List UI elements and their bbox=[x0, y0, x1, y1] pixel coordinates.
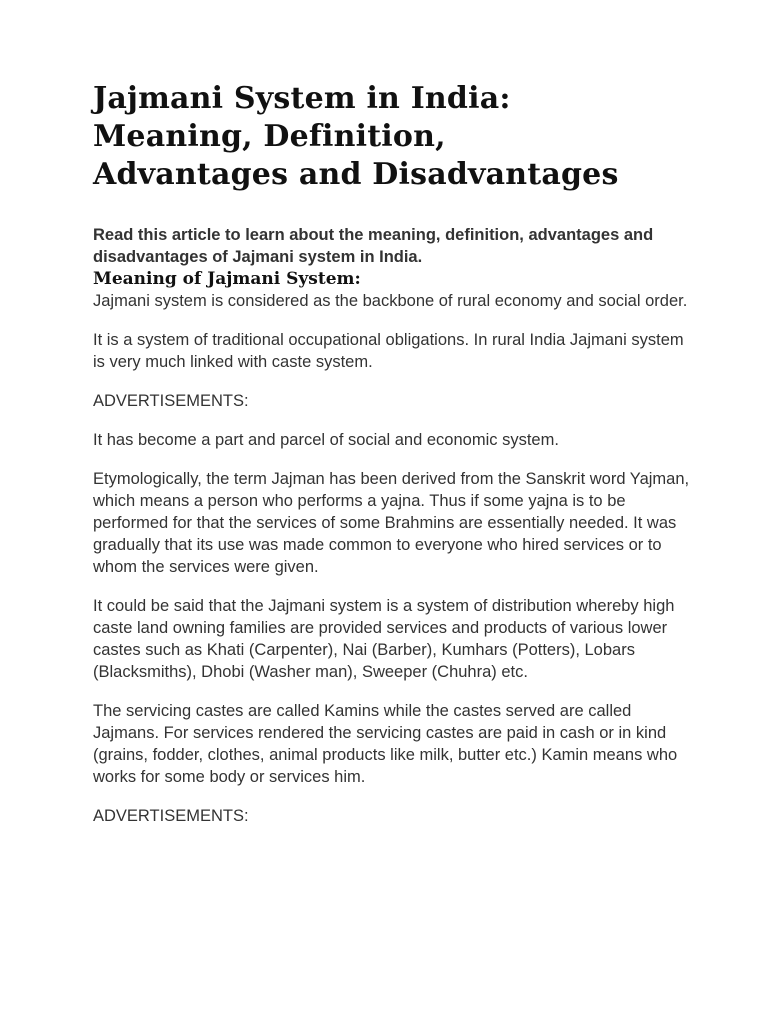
intro-summary: Read this article to learn about the meaning, definition, advantages and disadvantages of Jajmani system in India. bbox=[93, 226, 654, 266]
title-line: Meaning, Definition, bbox=[93, 119, 446, 154]
paragraph: It could be said that the Jajmani system is a system of distribution whereby high caste land owning families are provided services and products of various lower castes such as Khati (Carpenter), Nai (Barber), Kumhars (Potters), Lobars (Blacksmiths), Dhobi (Washer man), Sweeper (Chuhra) etc. bbox=[93, 597, 675, 681]
paragraph: It has become a part and parcel of social and economic system. bbox=[93, 431, 559, 449]
page-title bbox=[93, 80, 693, 194]
title-line: Advantages and Disadvantages bbox=[93, 157, 619, 192]
paragraph: The servicing castes are called Kamins while the castes served are called Jajmans. For services rendered the servicing castes are paid in cash or in kind (grains, fodder, clothes, animal products like milk, butter etc.) Kamin means who works for some body or services him. bbox=[93, 702, 678, 786]
title-line: Jajmani System in India: bbox=[93, 81, 511, 116]
paragraph: It is a system of traditional occupational obligations. In rural India Jajmani system is very much linked with caste system. bbox=[93, 331, 684, 371]
section-heading: Meaning of Jajmani System: bbox=[93, 269, 361, 289]
advertisements-label: ADVERTISEMENTS: bbox=[93, 392, 249, 410]
document-page bbox=[93, 80, 693, 844]
advertisements-label: ADVERTISEMENTS: bbox=[93, 807, 249, 825]
paragraph: Etymologically, the term Jajman has been derived from the Sanskrit word Yajman, which means a person who performs a yajna. Thus if some yajna is to be performed for that the services of some Brahmins are essentially needed. It was gradually that its use was made common to everyone who hired services or to whom the services were given. bbox=[93, 470, 690, 576]
paragraph: Jajmani system is considered as the backbone of rural economy and social order. bbox=[93, 292, 688, 310]
